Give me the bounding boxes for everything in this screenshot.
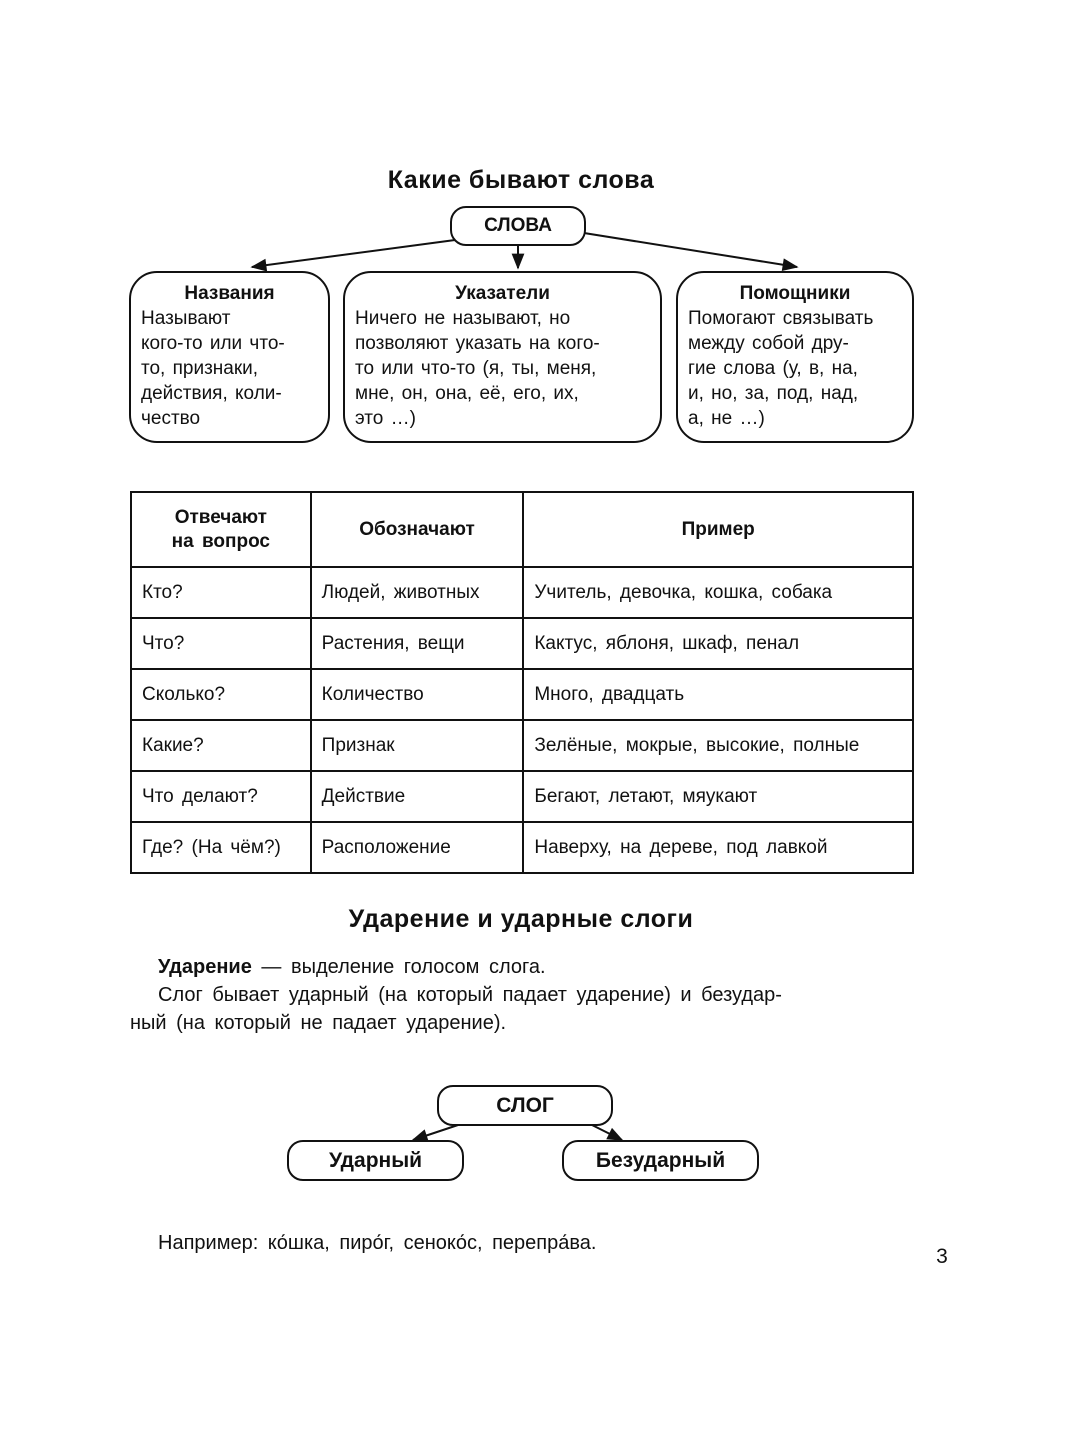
table-row: [131, 618, 913, 669]
arrow-to-pomoshchniki: [584, 233, 797, 267]
box-title: Указатели: [455, 283, 550, 304]
page-number: 3: [936, 1245, 948, 1268]
header-meaning: Обозначают: [311, 492, 524, 567]
root-node-label: СЛОГ: [496, 1093, 554, 1117]
examples-line: Например: ко́шка, пиро́г, сеноко́с, перепра́ва.: [158, 1232, 597, 1254]
cell-example: Кактус, яблоня, шкаф, пенал: [523, 618, 913, 669]
box-line: между собой дру-: [688, 333, 849, 354]
cell-question: Что делают?: [131, 771, 311, 822]
term-udarenie: Ударение: [158, 956, 252, 978]
para-line-1: Слог бывает ударный (на который падает ударение) и безудар-: [158, 984, 782, 1006]
stress-definition: [130, 953, 914, 1037]
header-question: Отвечают на вопрос: [131, 492, 311, 567]
cell-example: Бегают, летают, мяукают: [523, 771, 913, 822]
box-line: то или что-то (я, ты, меня,: [355, 358, 597, 379]
box-pomoshchniki: [676, 271, 914, 443]
cell-example: Зелёные, мокрые, высокие, полные: [523, 720, 913, 771]
node-label: Безударный: [595, 1148, 726, 1172]
node-unstressed: [562, 1140, 759, 1181]
cell-example: Учитель, девочка, кошка, собака: [523, 567, 913, 618]
root-node-label: СЛОВА: [484, 215, 552, 236]
cell-meaning: Количество: [311, 669, 524, 720]
box-text: [688, 306, 902, 431]
cell-meaning: Расположение: [311, 822, 524, 873]
root-node-syllable: [437, 1085, 613, 1126]
word-types-table: [130, 491, 914, 874]
box-ukazateli: [343, 271, 662, 443]
box-line: кого-то или что-: [141, 333, 285, 354]
arrow-to-udarny: [413, 1125, 458, 1140]
section-title-stress: Ударение и ударные слоги: [348, 905, 694, 933]
table-row: [131, 720, 913, 771]
para-line-2: ный (на который не падает ударение).: [130, 1012, 507, 1034]
box-line: а, не …): [688, 408, 765, 429]
node-stressed: [287, 1140, 464, 1181]
box-line: гие слова (у, в, на,: [688, 358, 858, 379]
arrow-to-bezudarny: [592, 1125, 622, 1140]
section-title-words: Какие бывают слова: [387, 166, 655, 194]
definition-text: — выделение голосом слога.: [251, 956, 546, 978]
table-row: [131, 771, 913, 822]
root-node-words: [450, 206, 586, 246]
cell-meaning: Действие: [311, 771, 524, 822]
box-line: Ничего не называют, но: [355, 308, 571, 329]
cell-question: Где? (На чём?): [131, 822, 311, 873]
box-line: действия, коли-: [141, 383, 282, 404]
box-line: мне, он, она, её, его, их,: [355, 383, 579, 404]
arrow-to-nazvaniya: [252, 240, 455, 267]
cell-meaning: Растения, вещи: [311, 618, 524, 669]
cell-question: Какие?: [131, 720, 311, 771]
cell-example: Наверху, на дереве, под лавкой: [523, 822, 913, 873]
box-line: чество: [141, 408, 201, 429]
table-header-row: [131, 492, 913, 567]
table-row: [131, 567, 913, 618]
box-line: то, признаки,: [141, 358, 259, 379]
cell-question: Что?: [131, 618, 311, 669]
cell-question: Кто?: [131, 567, 311, 618]
box-text: [355, 306, 650, 431]
cell-question: Сколько?: [131, 669, 311, 720]
header-example: Пример: [523, 492, 913, 567]
definition-line: [130, 953, 914, 981]
box-line: и, но, за, под, над,: [688, 383, 859, 404]
cell-meaning: Людей, животных: [311, 567, 524, 618]
table-row: [131, 669, 913, 720]
box-text: [141, 306, 318, 431]
box-line: это …): [355, 408, 416, 429]
box-line: Помогают связывать: [688, 308, 874, 329]
box-line: позволяют указать на кого-: [355, 333, 600, 354]
node-label: Ударный: [328, 1148, 423, 1172]
cell-example: Много, двадцать: [523, 669, 913, 720]
box-title: Названия: [184, 283, 275, 304]
box-title: Помощники: [739, 283, 851, 304]
cell-meaning: Признак: [311, 720, 524, 771]
table-row: [131, 822, 913, 873]
box-line: Называют: [141, 308, 231, 329]
box-nazvaniya: [129, 271, 330, 443]
